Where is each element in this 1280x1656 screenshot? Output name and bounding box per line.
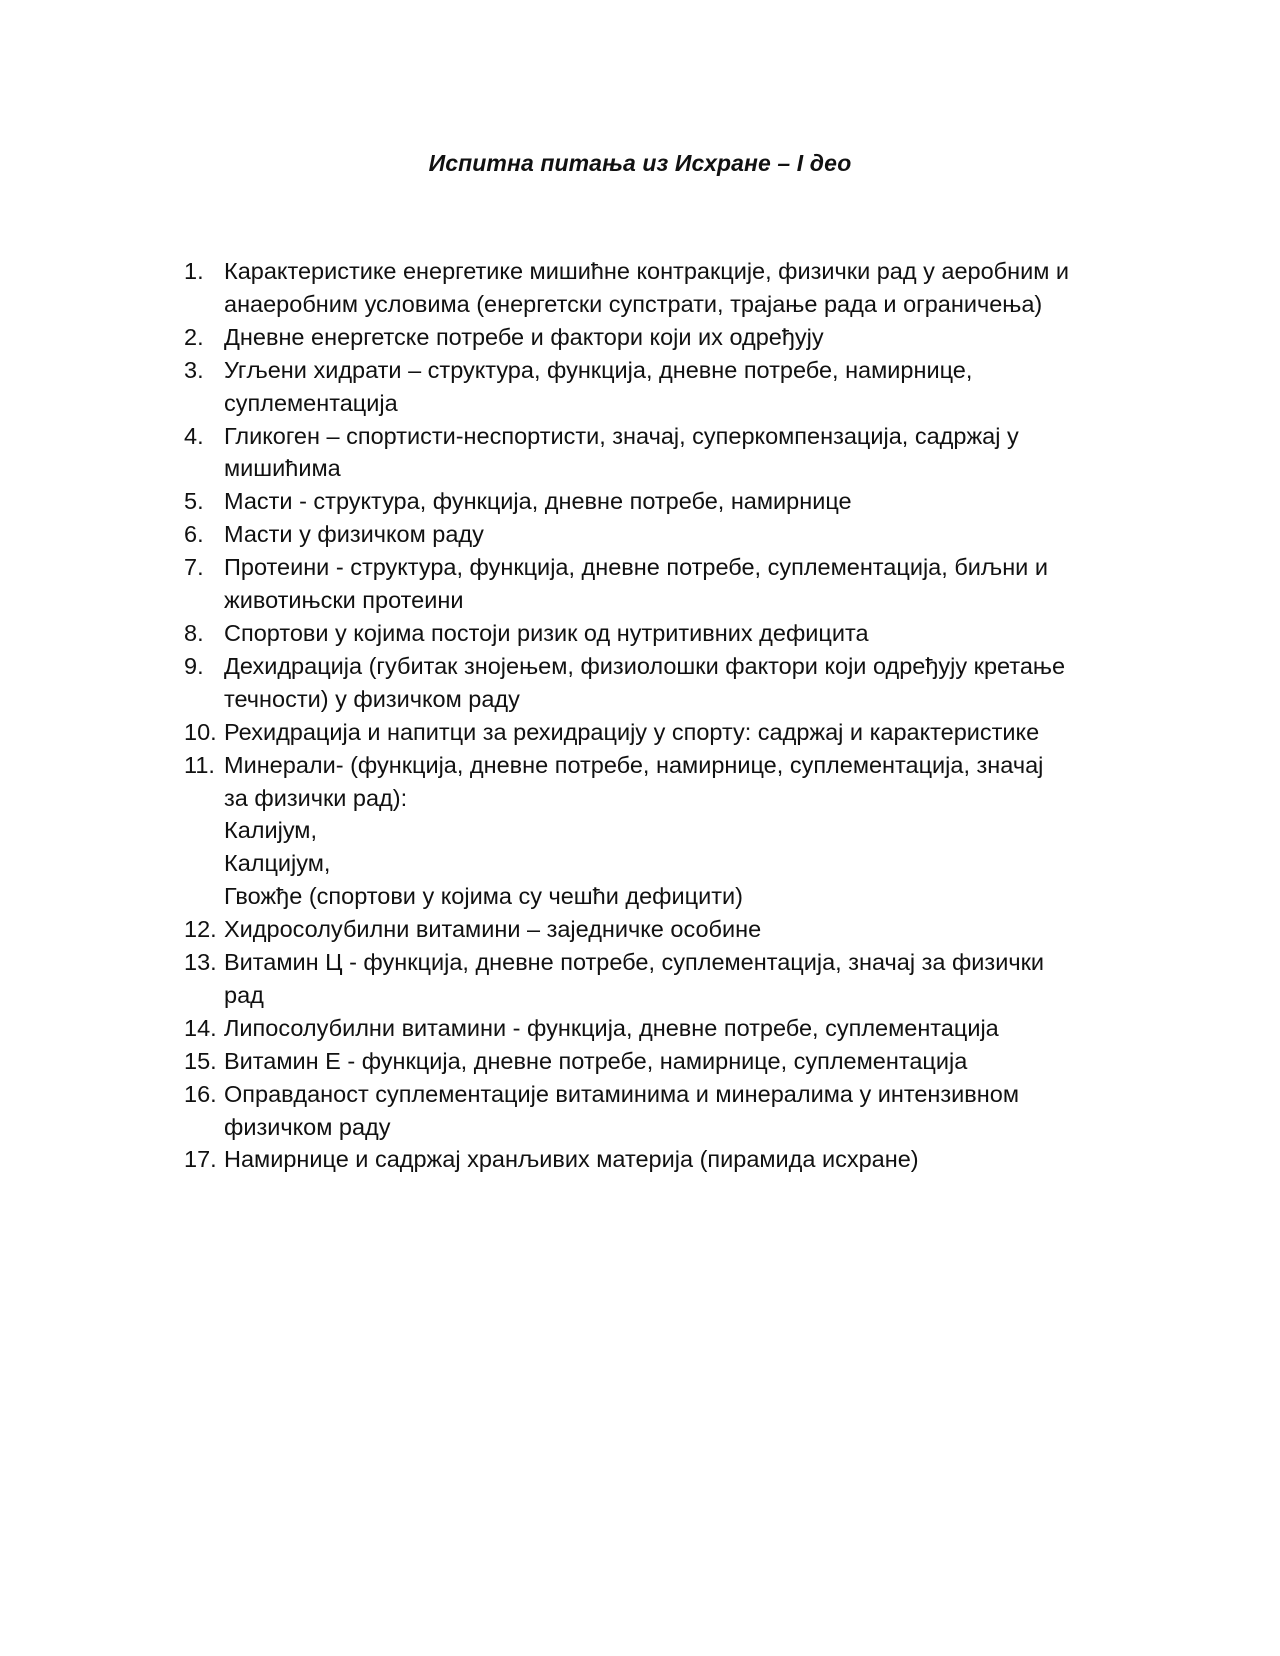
item-text xyxy=(224,1045,1144,1078)
item-text xyxy=(224,716,1144,749)
list-item xyxy=(184,551,1144,617)
item-line: Намирнице и садржај хранљивих материја (пирамида исхране) xyxy=(224,1146,919,1173)
list-item xyxy=(184,716,1144,749)
list-item xyxy=(184,1012,1144,1045)
question-list xyxy=(184,255,1144,1176)
list-item xyxy=(184,617,1144,650)
item-text xyxy=(224,551,1144,617)
item-line: Витамин Е - функција, дневне потребе, намирнице, суплементација xyxy=(224,1047,968,1074)
item-line: мишићима xyxy=(224,455,341,482)
item-text xyxy=(224,518,1144,551)
list-item xyxy=(184,255,1144,321)
item-number: 16. xyxy=(184,1080,217,1107)
item-number: 1. xyxy=(184,258,204,284)
item-line: Спортови у којима постоји ризик од нутритивних дефицита xyxy=(224,619,869,646)
document-title: Испитна питања из Исхране – I део xyxy=(428,150,852,176)
item-text xyxy=(224,1012,1144,1045)
item-text xyxy=(224,617,1144,650)
item-line: Витамин Ц - функција, дневне потребе, суплементација, значај за физички xyxy=(224,949,1044,976)
item-line: Дневне енергетске потребе и фактори који их одређују xyxy=(224,323,824,350)
item-line: рад xyxy=(224,981,264,1008)
item-line: Оправданост суплементације витаминима и минералима у интензивном xyxy=(224,1080,1019,1107)
item-number: 13. xyxy=(184,949,217,976)
item-number: 8. xyxy=(184,619,204,646)
item-number: 9. xyxy=(184,652,204,679)
item-text xyxy=(224,321,1144,354)
item-number: 4. xyxy=(184,422,204,449)
item-line: физичком раду xyxy=(224,1113,391,1140)
item-number: 3. xyxy=(184,356,204,383)
item-line: Калцијум, xyxy=(224,850,331,877)
list-item xyxy=(184,1078,1144,1144)
item-text xyxy=(224,420,1144,486)
item-text xyxy=(224,749,1144,914)
item-line: анаеробним условима (енергетски супстрати, трајање рада и ограничења) xyxy=(224,290,1043,317)
item-text xyxy=(224,913,1144,946)
item-line: Масти - структура, функција, дневне потребе, намирнице xyxy=(224,488,852,515)
item-line: Гликоген – спортисти-неспортисти, значај, суперкомпензација, садржај у xyxy=(224,422,1019,449)
list-item xyxy=(184,321,1144,354)
item-text xyxy=(224,650,1144,716)
item-text xyxy=(224,485,1144,518)
item-number: 17. xyxy=(184,1146,217,1173)
list-item xyxy=(184,1143,1144,1176)
list-item xyxy=(184,913,1144,946)
item-line: Хидросолубилни витамини – заједничке особине xyxy=(224,916,762,943)
item-number: 14. xyxy=(184,1014,217,1041)
item-text xyxy=(224,1143,1144,1176)
item-line: Карактеристике енергетике мишићне контракције, физички рад у аеробним и xyxy=(224,258,1070,284)
list-item xyxy=(184,518,1144,551)
list-item xyxy=(184,1045,1144,1078)
item-line: течности) у физичком раду xyxy=(224,685,520,712)
item-number: 6. xyxy=(184,521,204,548)
item-line: Калијум, xyxy=(224,817,317,844)
item-number: 2. xyxy=(184,323,204,350)
item-number: 12. xyxy=(184,916,217,943)
item-line: Дехидрација (губитак знојењем, физиолошки фактори који одређују кретање xyxy=(224,652,1066,679)
item-line: Рехидрација и напитци за рехидрацију у спорту: садржај и карактеристике xyxy=(224,718,1040,745)
list-item xyxy=(184,749,1144,914)
item-line: Минерали- (функција, дневне потребе, намирнице, суплементација, значај xyxy=(224,751,1044,778)
list-item xyxy=(184,946,1144,1012)
item-line: животињски протеини xyxy=(224,587,464,614)
item-line: Липосолубилни витамини - функција, дневне потребе, суплементација xyxy=(224,1014,999,1041)
list-item xyxy=(184,354,1144,420)
item-number: 5. xyxy=(184,488,204,515)
item-number: 7. xyxy=(184,554,204,581)
list-item xyxy=(184,420,1144,486)
item-number: 10. xyxy=(184,718,217,745)
item-text xyxy=(224,946,1144,1012)
item-line: за физички рад): xyxy=(224,784,408,811)
item-number: 11. xyxy=(184,751,215,778)
item-text xyxy=(224,354,1144,420)
item-line: Протеини - структура, функција, дневне потребе, суплементација, биљни и xyxy=(224,554,1048,581)
item-line: суплементација xyxy=(224,389,398,416)
item-line: Масти у физичком раду xyxy=(224,521,484,548)
item-number: 15. xyxy=(184,1047,217,1074)
list-item xyxy=(184,485,1144,518)
item-line: Угљени хидрати – структура, функција, дневне потребе, намирнице, xyxy=(224,356,973,383)
item-text xyxy=(224,255,1144,321)
item-text xyxy=(224,1078,1144,1144)
item-line: Гвожђе (спортови у којима су чешћи дефицити) xyxy=(224,883,743,910)
list-item xyxy=(184,650,1144,716)
